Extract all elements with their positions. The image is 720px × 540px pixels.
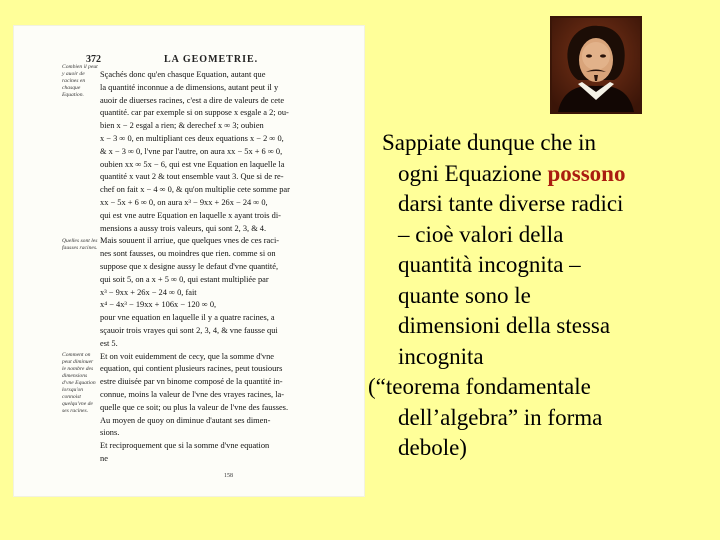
page-text-line: Et on voit euidemment de cecy, que la somme d'vne (100, 351, 274, 361)
portrait-icon (552, 18, 640, 112)
page-text-line: la quantité inconnue a de dimensions, autant peut il y (100, 82, 279, 92)
page-text-line: quantité. car par exemple si on suppose x esgale a 2; ou- (100, 108, 289, 118)
page-text-line: Sçachés donc qu'en chasque Equation, autant que (100, 70, 266, 79)
page-text-line: x − 3 ∞ 0, en multipliant ces deux equations x − 2 ∞ 0, (100, 134, 284, 143)
page-text-line: Au moyen de quoy on diminue d'autant ses dimen- (100, 415, 271, 425)
page-text-line: qui soit 5, on a x + 5 ∞ 0, qui estant multipliée par (100, 274, 269, 284)
page-text-line: mensions a aussy trois valeurs, qui sont 2, 3, & 4. (100, 223, 267, 233)
scanned-book-page (14, 26, 364, 496)
page-text-line: xx − 5x + 6 ∞ 0, on aura x³ − 9xx + 26x − 24 ∞ 0, (100, 198, 268, 207)
page-text-line: x³ − 9xx + 26x − 24 ∞ 0, fait (100, 287, 197, 297)
caption-line: Sappiate dunque che in (382, 130, 596, 155)
margin-note: Comment on peut diminuer le nombre des dimensions d'vne Equation lorsqu'on connoist quelqu'vne de ses racines. (62, 352, 96, 414)
page-text-line: chef on fait x − 4 ∞ 0, & qu'on multiplie cete somme par (100, 185, 290, 195)
caption-line (368, 159, 708, 190)
page-text-line: pour vne equation en laquelle il y a quatre racines, a (100, 313, 275, 323)
page-text-line: oubien xx ∞ 5x − 6, qui est vne Equation en laquelle la (100, 159, 285, 169)
caption-line: dell’algebra” in forma (398, 404, 603, 430)
page-text-line: equation, qui contient plusieurs racines, peut tousiours (100, 364, 283, 374)
page-text-line: Et reciproquement que si la somme d'vne equation (100, 441, 270, 451)
page-text-line: sçauoir trois vrayes qui sont 2, 3, 4, & vne fausse qui (100, 326, 278, 335)
page-text-line: estre diuisée par vn binome composé de la quantité in- (100, 377, 283, 387)
portrait-image (550, 16, 642, 114)
caption-line: – cioè valori della (398, 221, 564, 247)
caption-line: quante sono le (398, 282, 531, 308)
page-text-line: bien x − 2 esgal a rien; & derechef x ∞ 3; oubien (100, 121, 264, 131)
margin-note: Quelles sont les fausses racines. (62, 238, 98, 251)
page-text-line: qui est vne autre Equation en laquelle x ayant trois di- (100, 210, 281, 220)
page-text-line: quantité x vaut 2 & tout ensemble vaut 3. Que si de re- (100, 172, 284, 182)
page-text-line: ne (100, 454, 108, 463)
folio-number: 158 (224, 473, 233, 479)
page-text-line: suppose que x designe aussy le defaut d'vne quantité, (100, 262, 279, 271)
highlighted-word: possono (547, 160, 626, 186)
caption-line: darsi tante diverse radici (398, 191, 624, 216)
page-text-line: & x − 3 ∞ 0, l'vne par l'autre, on aura xx − 5x + 6 ∞ 0, (100, 146, 283, 156)
page-text-line: sions. (100, 428, 120, 438)
margin-note: Combien il peut y auoir de racines en chasque Equation. (62, 64, 98, 98)
page-text-line: quelle que ce soit; ou plus la valeur de l'vne des fausses. (100, 402, 289, 412)
page-text-line: Mais souuent il arriue, que quelques vnes de ces raci- (100, 236, 280, 246)
caption-line: (“teorema fondamentale (368, 374, 591, 399)
caption-line: debole) (398, 435, 467, 460)
caption-line: dimensioni della stessa (398, 313, 611, 338)
caption-line: quantità incognita – (398, 252, 581, 277)
caption-text: ogni Equazione (398, 160, 548, 186)
page-text-line: est 5. (100, 338, 118, 348)
page-text-line: nes sont fausses, ou moindres que rien. comme si on (100, 249, 276, 259)
caption (368, 128, 708, 464)
page-number: 372 (86, 54, 101, 65)
page-text-line: auoir de diuerses racines, c'est a dire de valeurs de cete (100, 95, 285, 105)
running-title: LA GEOMETRIE. (164, 54, 259, 65)
caption-line: incognita (398, 343, 484, 369)
page-text-line: connue, moins la valeur de l'vne des vrayes racines, la- (100, 390, 285, 399)
page-text-line: x⁴ − 4x³ − 19xx + 106x − 120 ∞ 0, (100, 300, 217, 310)
